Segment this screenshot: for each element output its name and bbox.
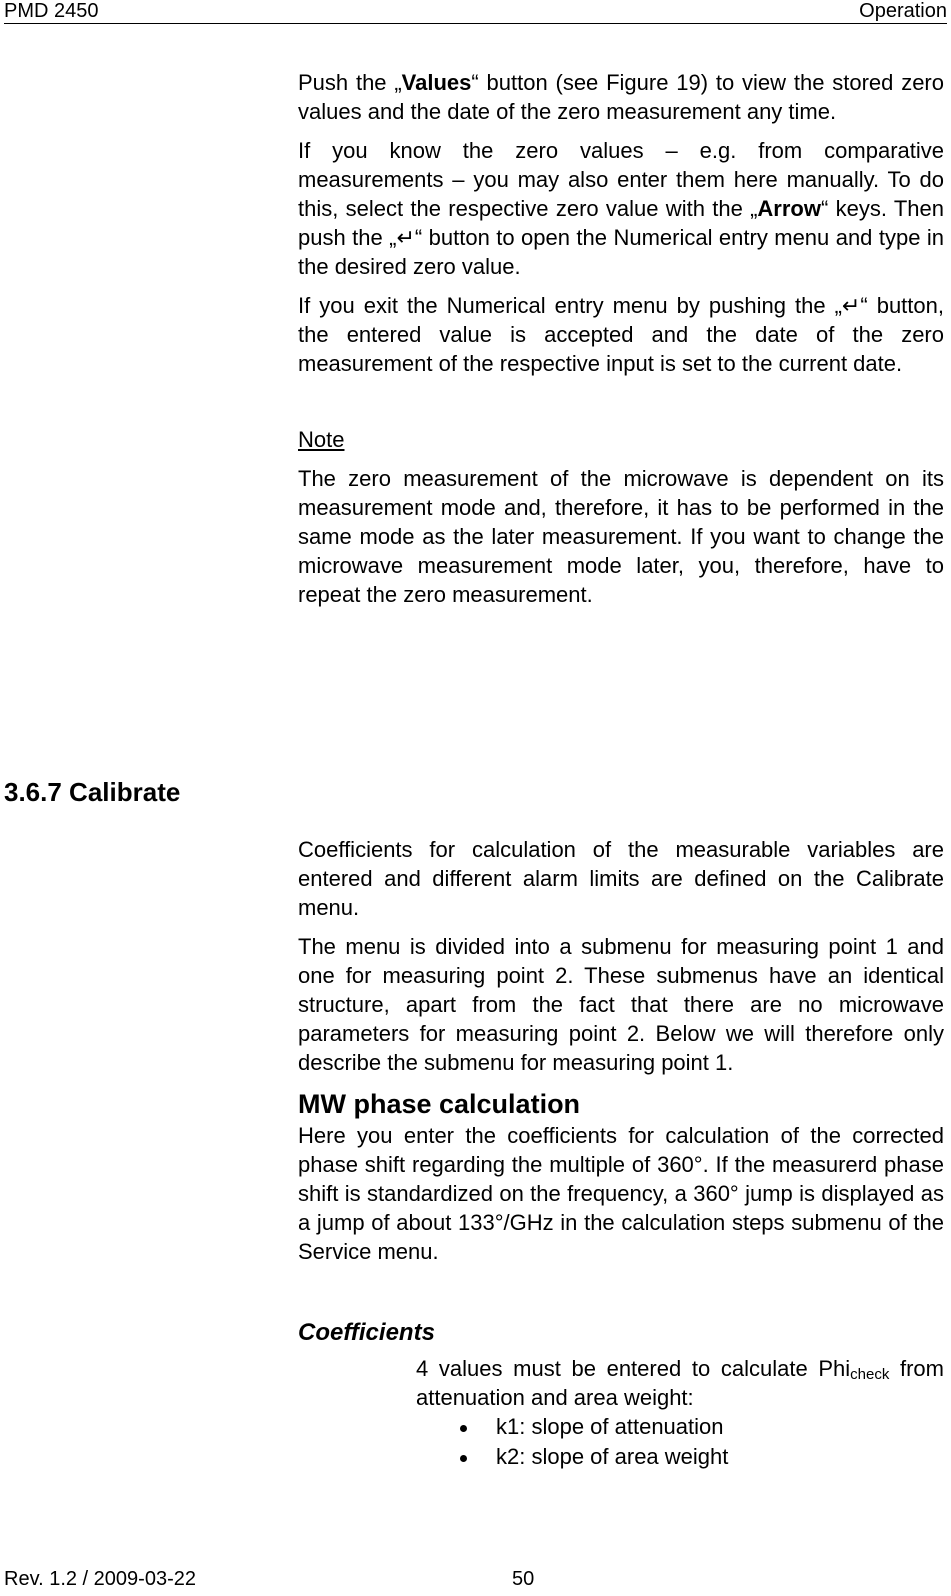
bullet-icon bbox=[460, 1425, 467, 1432]
calibrate-paragraph-1: Coefficients for calculation of the measurable variables are entered and different alarm limits are defined on the Calibrate menu. bbox=[298, 837, 944, 920]
subscript: check bbox=[850, 1366, 890, 1383]
text-run: “ keys. Then push the „↵“ button to open the Numerical entry menu and type in the desired zero value. bbox=[298, 196, 944, 279]
text-run: If you know the zero values – e.g. from comparative measurements – you may also enter them here manually. To do this, select the respective zero value with the „ bbox=[298, 138, 944, 221]
text-run: Push the „ bbox=[298, 70, 402, 95]
manual-entry-paragraph bbox=[298, 136, 944, 281]
text-run: from attenuation and area weight: bbox=[416, 1356, 944, 1410]
calibrate-paragraph-2: The menu is divided into a submenu for measuring point 1 and one for measuring point 2. These submenus have an identical structure, apart from the fact that there are no microwave parameters for measuring point 2. Below we will therefore only describe the submenu for measuring point 1. bbox=[298, 934, 944, 1075]
coefficients-heading: Coefficients bbox=[298, 1319, 435, 1346]
header-product: PMD 2450 bbox=[4, 0, 99, 22]
arrow-keyword: Arrow bbox=[757, 196, 821, 221]
exit-paragraph: If you exit the Numerical entry menu by pushing the „↵“ button, the entered value is accepted and the date of the zero measurement of the respective input is set to the current date. bbox=[298, 293, 944, 376]
page-header bbox=[4, 0, 947, 24]
header-chapter: Operation bbox=[859, 0, 947, 22]
coefficients-intro bbox=[416, 1354, 944, 1412]
coefficients-block bbox=[416, 1354, 944, 1472]
revision: Rev. 1.2 / 2009-03-22 bbox=[4, 1568, 196, 1590]
list-item bbox=[416, 1412, 944, 1442]
text-run: 4 values must be entered to calculate Phi bbox=[416, 1356, 851, 1381]
values-keyword: Values bbox=[401, 70, 472, 95]
note-text: The zero measurement of the microwave is dependent on its measurement mode and, therefore, it has to be performed in the same mode as the later measurement. If you want to change the microwave measurement mode later, you, therefore, have to repeat the zero measurement. bbox=[298, 466, 944, 607]
list-item-text: k1: slope of attenuation bbox=[496, 1414, 724, 1439]
values-paragraph bbox=[298, 68, 944, 126]
mw-phase-heading: MW phase calculation bbox=[298, 1089, 581, 1119]
coefficient-list bbox=[416, 1412, 944, 1472]
list-item bbox=[416, 1442, 944, 1472]
intro-block bbox=[298, 68, 944, 609]
calibrate-block bbox=[298, 835, 944, 1472]
note-label: Note bbox=[298, 427, 345, 452]
section-title: 3.6.7 Calibrate bbox=[4, 777, 181, 807]
list-item-text: k2: slope of area weight bbox=[496, 1444, 729, 1469]
page-number: 50 bbox=[512, 1568, 535, 1590]
bullet-icon bbox=[460, 1455, 467, 1462]
text-run: “ button (see Figure 19) to view the stored zero values and the date of the zero measurement any time. bbox=[298, 70, 944, 124]
mw-phase-text: Here you enter the coefficients for calculation of the corrected phase shift regarding the multiple of 360°. If the measurerd phase shift is standardized on the frequency, a 360° jump is displayed as a jump of about 133°/GHz in the calculation steps submenu of the Service menu. bbox=[298, 1123, 944, 1264]
